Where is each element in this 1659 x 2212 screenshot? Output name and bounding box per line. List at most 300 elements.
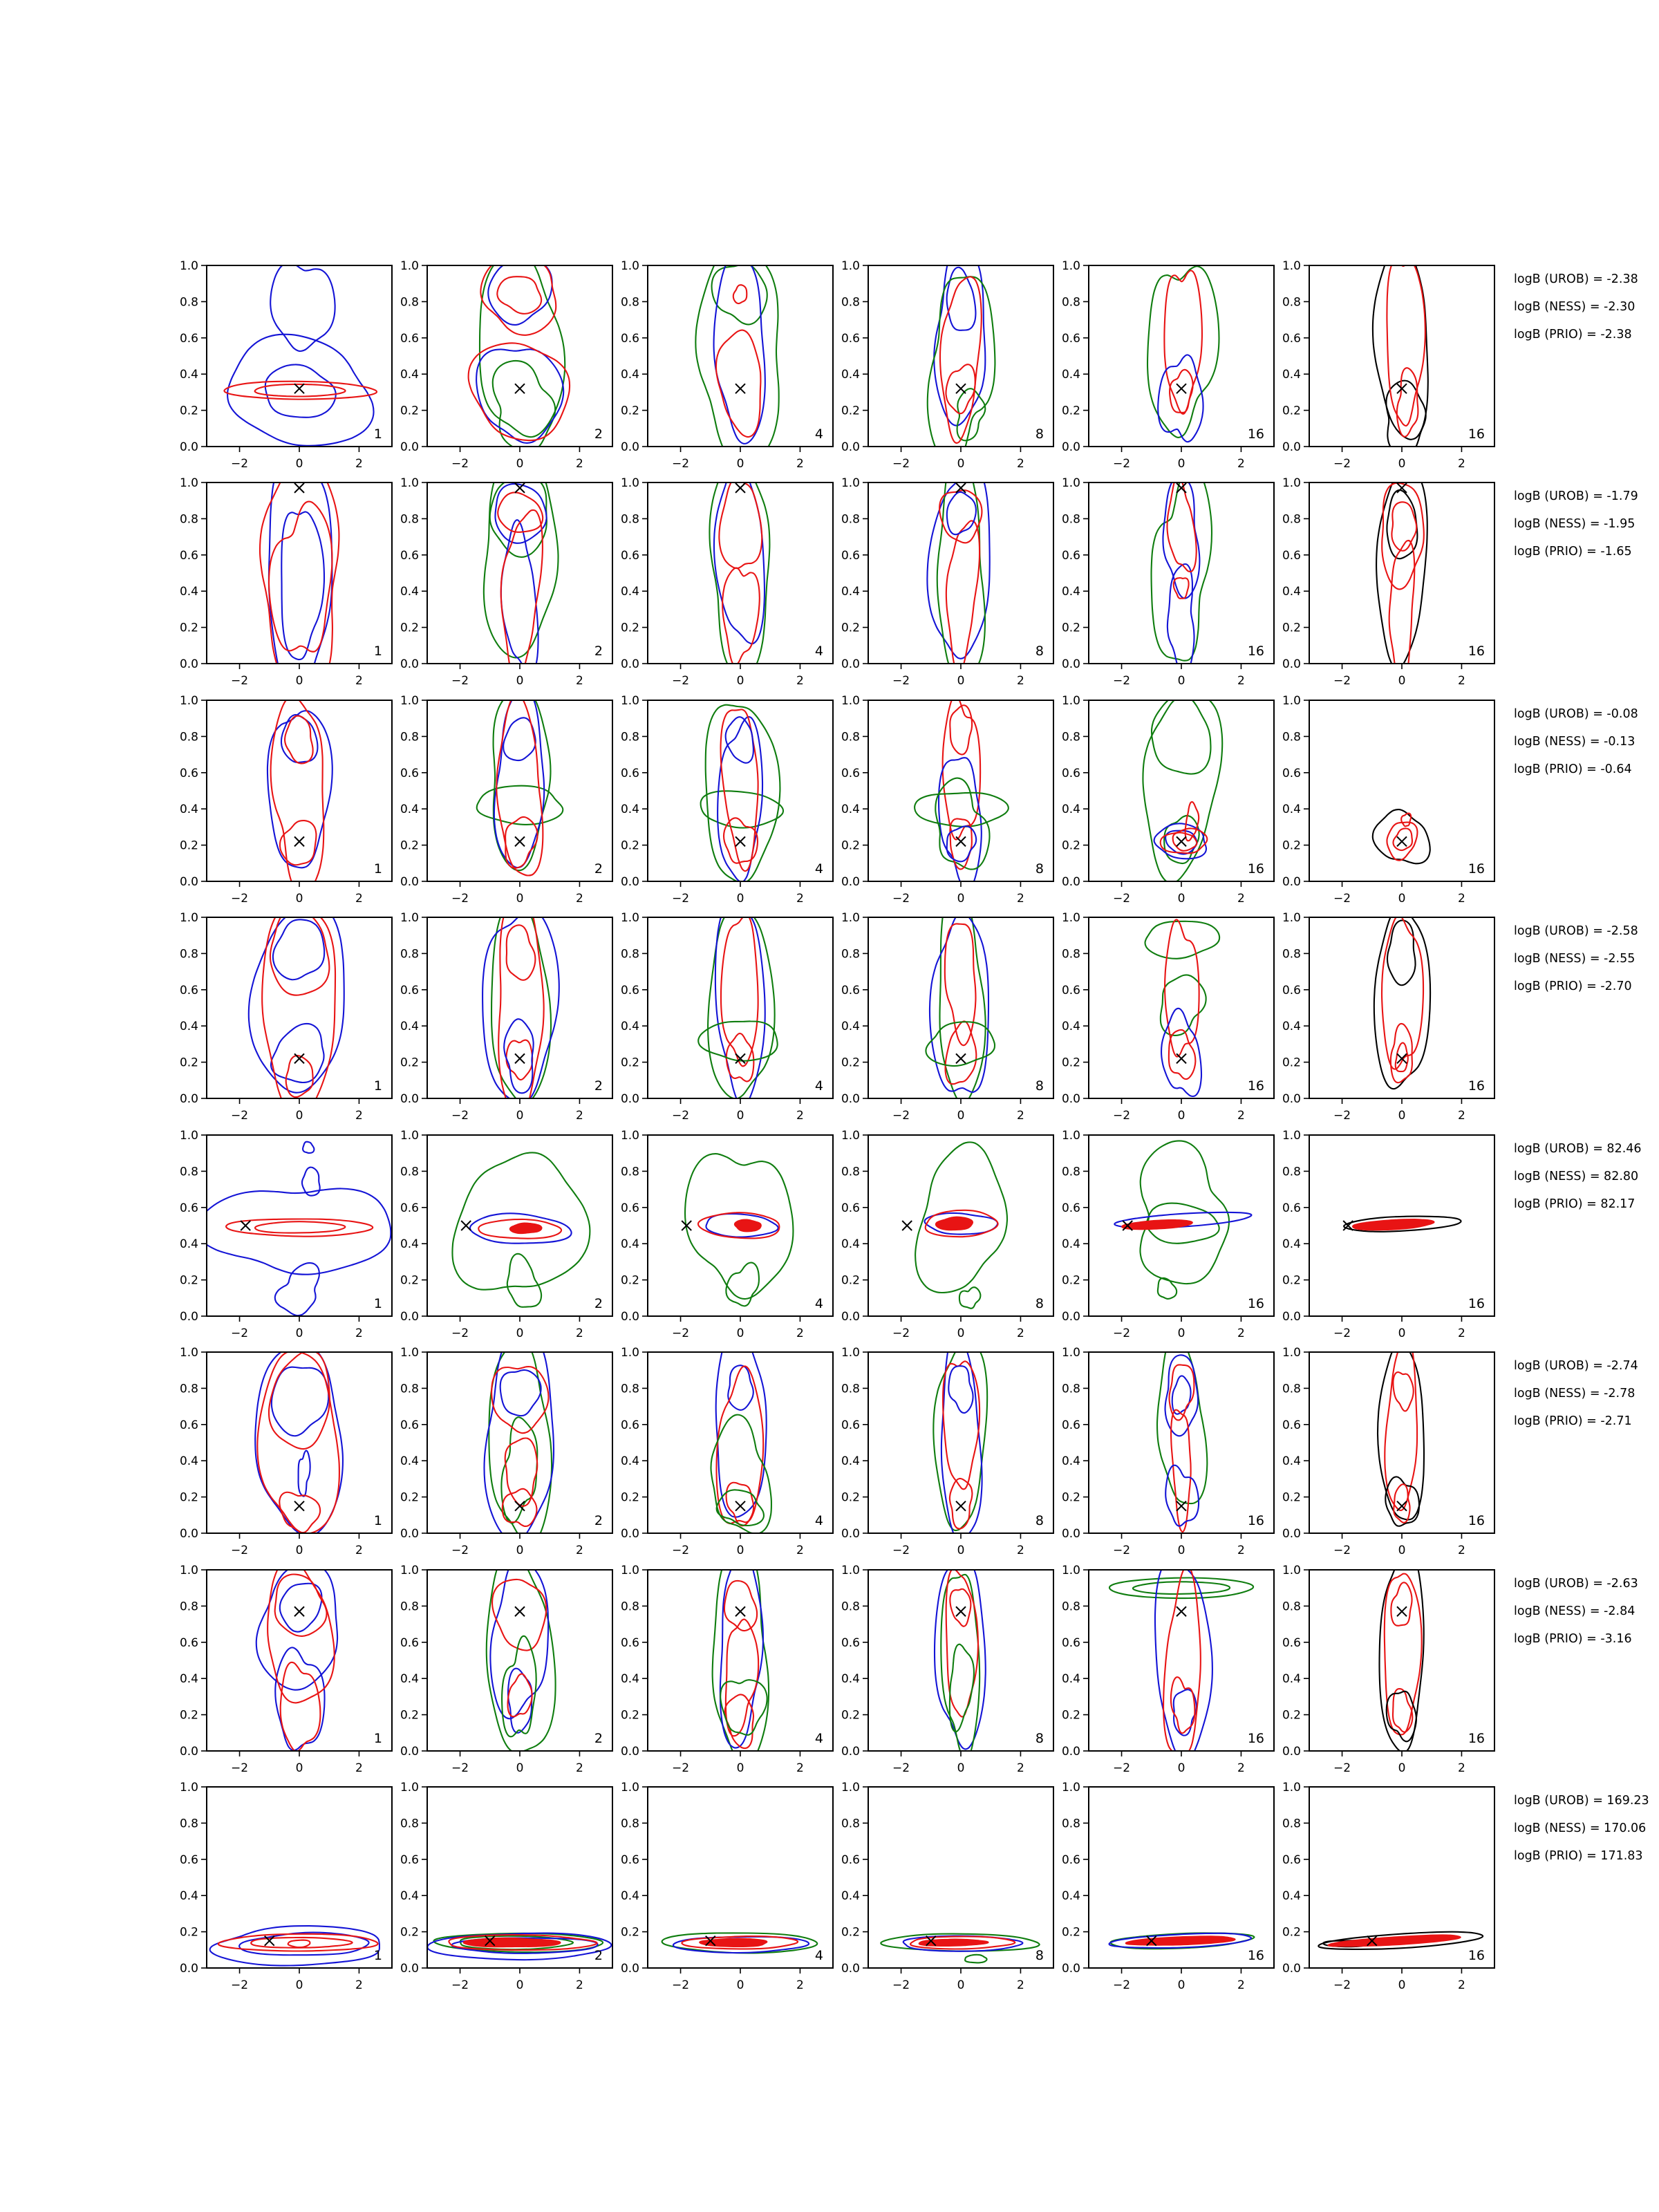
y-tick-label: 0.0: [620, 1962, 639, 1976]
axes-spines: [648, 265, 833, 447]
panel-corner-label: 1: [373, 1296, 382, 1311]
contour-G: [1143, 695, 1222, 883]
y-tick-label: 0.6: [179, 331, 198, 346]
y-tick-label: 0.8: [620, 947, 639, 962]
truth-marker: [1177, 384, 1186, 393]
y-tick-label: 0.4: [620, 1454, 639, 1469]
axes-spines: [1309, 1570, 1494, 1751]
panel-r4c3: [621, 903, 833, 1123]
contour-layer: [224, 263, 377, 446]
y-tick-label: 0.8: [1061, 730, 1080, 744]
y-tick-label: 1.0: [1282, 1781, 1301, 1794]
panel-r3c2: [400, 688, 612, 906]
y-tick-label: 0.8: [179, 512, 198, 527]
y-tick-label: 0.6: [400, 1853, 419, 1867]
x-tick-label: 2: [1017, 892, 1024, 906]
x-tick-label: 2: [1017, 457, 1024, 471]
contour-G: [915, 793, 1009, 827]
y-tick-label: 1.0: [400, 1564, 419, 1577]
y-tick-label: 0.2: [841, 1925, 860, 1940]
contour-R: [269, 502, 332, 652]
contour-B: [1165, 1465, 1199, 1526]
y-tick-label: 0.6: [620, 1853, 639, 1867]
panel-r2c5: [1062, 464, 1274, 688]
panel-corner-label: 4: [814, 1513, 823, 1528]
panel-r7c1: [180, 1559, 392, 1775]
y-tick-label: 1.0: [1282, 694, 1301, 708]
y-tick-label: 0.8: [1282, 1382, 1301, 1396]
x-tick-label: 2: [576, 1978, 583, 1992]
contour-R: [1382, 916, 1423, 1069]
x-tick-label: 0: [516, 1978, 524, 1992]
y-tick-label: 1.0: [1061, 911, 1080, 925]
y-tick-label: 0.4: [179, 1020, 198, 1034]
contour-R: [721, 915, 758, 1066]
y-tick-label: 0.6: [1282, 1201, 1301, 1215]
y-tick-label: 0.4: [1061, 368, 1080, 382]
y-tick-label: 0.6: [179, 1853, 198, 1867]
contour-layer: [685, 1154, 793, 1306]
logb-annotation-line: logB (UROB) = 82.46: [1514, 1142, 1642, 1156]
y-tick-label: 0.0: [620, 1745, 639, 1759]
y-tick-label: 0.2: [620, 838, 639, 853]
y-tick-label: 0.4: [1282, 1020, 1301, 1034]
truth-marker: [241, 1221, 250, 1230]
contour-R: [946, 1569, 978, 1717]
contour-G: [1145, 921, 1220, 959]
x-tick-label: 2: [576, 1327, 583, 1340]
axes-spines: [868, 265, 1053, 447]
contour-layer: [485, 1329, 554, 1545]
y-tick-label: 0.0: [179, 1092, 198, 1106]
y-tick-label: 0.6: [179, 1201, 198, 1215]
x-tick-label: 2: [796, 1327, 804, 1340]
y-tick-label: 1.0: [179, 259, 198, 273]
x-tick-label: −2: [1333, 892, 1351, 906]
y-tick-label: 0.4: [400, 803, 419, 817]
y-tick-label: 0.0: [1061, 1745, 1080, 1759]
panel-corner-label: 8: [1035, 1513, 1044, 1528]
truth-marker: [956, 836, 966, 846]
x-tick-label: −2: [231, 1109, 249, 1123]
logb-annotation-line: logB (UROB) = -2.38: [1514, 272, 1638, 286]
y-tick-label: 1.0: [1061, 1129, 1080, 1143]
y-tick-label: 0.6: [1282, 766, 1301, 780]
y-tick-label: 1.0: [620, 259, 639, 273]
contour-B: [718, 717, 762, 882]
y-tick-label: 0.4: [1061, 1454, 1080, 1469]
x-tick-label: 2: [355, 674, 363, 688]
panel-corner-label: 2: [594, 1296, 603, 1311]
panel-r8c4: [841, 1781, 1053, 1992]
panel-corner-label: 2: [594, 1513, 603, 1528]
panel-r4c4: [841, 888, 1053, 1123]
x-tick-label: 2: [1458, 1978, 1465, 1992]
y-tick-label: 0.8: [179, 295, 198, 310]
panel-r5c4: [841, 1129, 1053, 1340]
y-tick-label: 0.8: [179, 730, 198, 744]
contour-G: [493, 361, 555, 452]
y-tick-label: 0.4: [179, 368, 198, 382]
y-tick-label: 0.4: [400, 1237, 419, 1252]
y-tick-label: 0.8: [1061, 1165, 1080, 1179]
y-tick-label: 0.6: [620, 331, 639, 346]
axes-spines: [207, 700, 392, 881]
x-tick-label: −2: [892, 892, 910, 906]
axes-spines: [868, 482, 1053, 664]
panel-corner-label: 1: [373, 1513, 382, 1528]
y-tick-label: 0.8: [1061, 947, 1080, 962]
x-tick-label: 2: [1017, 1761, 1024, 1775]
y-tick-label: 1.0: [1061, 476, 1080, 490]
contour-G: [452, 1152, 590, 1289]
panel-r5c1: [180, 1129, 392, 1340]
y-tick-label: 0.8: [1061, 295, 1080, 310]
y-tick-label: 0.4: [620, 1020, 639, 1034]
contour-layer: [1143, 695, 1222, 883]
y-tick-label: 1.0: [400, 694, 419, 708]
contour-R: [285, 716, 313, 764]
contour-B: [495, 484, 546, 543]
y-tick-label: 0.2: [841, 838, 860, 853]
panel-r1c5: [1062, 259, 1274, 471]
y-tick-label: 0.2: [1061, 1708, 1080, 1723]
y-tick-label: 0.0: [1282, 1310, 1301, 1324]
x-tick-label: −2: [892, 457, 910, 471]
y-tick-label: 0.4: [620, 1889, 639, 1904]
logb-annotation-line: logB (UROB) = 169.23: [1514, 1794, 1649, 1808]
panel-r5c5: [1062, 1129, 1274, 1340]
y-tick-label: 0.0: [400, 1962, 419, 1976]
x-tick-label: 2: [1017, 1327, 1024, 1340]
contour-R: [716, 330, 760, 438]
contour-R: [722, 568, 760, 666]
x-tick-label: −2: [451, 457, 469, 471]
contour-G: [1109, 1578, 1253, 1599]
axes-spines: [427, 700, 612, 881]
x-tick-label: 0: [1398, 457, 1406, 471]
y-tick-label: 0.2: [1282, 621, 1301, 635]
contour-G: [695, 245, 778, 466]
x-tick-label: 2: [1458, 892, 1465, 906]
contour-layer: [487, 1548, 556, 1753]
panel-r7c4: [841, 1561, 1053, 1775]
y-tick-label: 0.2: [620, 1056, 639, 1070]
y-tick-label: 0.8: [400, 295, 419, 310]
y-tick-label: 0.8: [179, 1165, 198, 1179]
y-tick-label: 0.2: [620, 1708, 639, 1723]
y-tick-label: 0.0: [841, 1310, 860, 1324]
y-tick-label: 0.8: [841, 947, 860, 962]
y-tick-label: 0.4: [841, 1454, 860, 1469]
y-tick-label: 0.4: [179, 1672, 198, 1687]
contour-R: [950, 1589, 971, 1627]
y-tick-label: 0.6: [841, 331, 860, 346]
panel-corner-label: 2: [594, 1731, 603, 1746]
x-tick-label: −2: [1113, 674, 1131, 688]
y-tick-label: 1.0: [620, 1564, 639, 1577]
panel-corner-label: 16: [1247, 1078, 1264, 1094]
y-tick-label: 0.8: [1282, 1165, 1301, 1179]
panel-corner-label: 16: [1468, 644, 1485, 659]
contour-layer: [1109, 1933, 1255, 1949]
contour-R: [251, 1938, 353, 1948]
y-tick-label: 1.0: [841, 259, 860, 273]
truth-marker: [515, 1053, 525, 1063]
axes-spines: [207, 482, 392, 664]
x-tick-label: 0: [736, 1109, 744, 1123]
y-tick-label: 0.4: [841, 1020, 860, 1034]
contour-layer: [1114, 1141, 1251, 1298]
x-tick-label: 2: [1017, 1544, 1024, 1557]
x-tick-label: 2: [1017, 1109, 1024, 1123]
x-tick-label: 0: [295, 1761, 303, 1775]
y-tick-label: 0.0: [841, 1962, 860, 1976]
x-tick-label: 0: [1398, 1978, 1406, 1992]
x-tick-label: −2: [1333, 1978, 1351, 1992]
y-tick-label: 0.4: [400, 1454, 419, 1469]
y-tick-label: 0.2: [179, 621, 198, 635]
truth-marker: [294, 384, 304, 393]
panel-corner-label: 2: [594, 1078, 603, 1094]
y-tick-label: 0.0: [841, 1092, 860, 1106]
x-tick-label: −2: [892, 1978, 910, 1992]
x-tick-label: 2: [1237, 1109, 1245, 1123]
y-tick-label: 0.0: [400, 875, 419, 889]
contour-layer: [935, 1561, 986, 1760]
panel-corner-label: 16: [1247, 427, 1264, 442]
y-tick-label: 0.0: [620, 1310, 639, 1324]
y-tick-label: 0.8: [400, 947, 419, 962]
y-tick-label: 1.0: [1061, 1346, 1080, 1360]
contour-R: [1170, 370, 1193, 413]
contour-B: [271, 1024, 324, 1082]
truth-marker: [515, 1606, 525, 1616]
x-tick-label: 0: [295, 457, 303, 471]
x-tick-label: 2: [1458, 1544, 1465, 1557]
y-tick-label: 1.0: [620, 1781, 639, 1794]
logb-annotation-line: logB (PRIO) = -3.16: [1514, 1632, 1632, 1646]
contour-R: [255, 384, 346, 397]
x-tick-label: −2: [892, 1327, 910, 1340]
truth-marker: [294, 1606, 304, 1616]
x-tick-label: −2: [672, 1109, 690, 1123]
panel-r7c6: [1282, 1547, 1494, 1775]
panel-corner-label: 8: [1035, 644, 1044, 659]
y-tick-label: 1.0: [841, 694, 860, 708]
x-tick-label: 0: [1398, 1761, 1406, 1775]
y-tick-label: 0.0: [841, 1527, 860, 1541]
x-tick-label: −2: [1113, 1544, 1131, 1557]
truth-marker: [1397, 384, 1407, 393]
panel-r2c2: [400, 453, 612, 688]
panel-corner-label: 2: [594, 644, 603, 659]
panel-r4c1: [180, 903, 392, 1123]
y-tick-label: 0.4: [1282, 368, 1301, 382]
panel-r4c6: [1282, 906, 1494, 1123]
x-tick-label: −2: [1113, 1327, 1131, 1340]
y-tick-label: 0.6: [620, 983, 639, 997]
y-tick-label: 1.0: [400, 1346, 419, 1360]
y-tick-label: 1.0: [1282, 1129, 1301, 1143]
x-tick-label: 0: [736, 1978, 744, 1992]
x-tick-label: 0: [295, 674, 303, 688]
x-tick-label: −2: [672, 457, 690, 471]
panel-corner-label: 4: [814, 1296, 823, 1311]
logb-annotation-line: logB (UROB) = -0.08: [1514, 707, 1638, 721]
y-tick-label: 0.0: [1282, 1092, 1301, 1106]
panel-r6c2: [400, 1329, 612, 1557]
x-tick-label: 0: [295, 1978, 303, 1992]
y-tick-label: 0.4: [841, 585, 860, 599]
panel-corner-label: 4: [814, 1731, 823, 1746]
contour-B: [281, 512, 324, 659]
y-tick-label: 0.6: [841, 1201, 860, 1215]
y-tick-label: 0.0: [1061, 1962, 1080, 1976]
contour-G: [937, 450, 985, 678]
y-tick-label: 0.0: [1061, 440, 1080, 454]
y-tick-label: 0.6: [179, 1418, 198, 1432]
y-tick-label: 0.8: [400, 1382, 419, 1396]
y-tick-label: 0.6: [400, 1201, 419, 1215]
panel-r7c3: [621, 1546, 833, 1775]
contour-layer: [1374, 906, 1430, 1089]
y-tick-label: 0.0: [1282, 1745, 1301, 1759]
contour-B: [500, 1370, 541, 1416]
panel-corner-label: 2: [594, 1948, 603, 1963]
x-tick-label: −2: [1333, 1761, 1351, 1775]
y-tick-label: 0.6: [620, 548, 639, 563]
truth-marker: [294, 1053, 304, 1063]
y-tick-label: 0.6: [1061, 548, 1080, 563]
y-tick-label: 0.2: [179, 1273, 198, 1288]
panel-r3c6: [1282, 694, 1494, 906]
y-tick-label: 0.8: [1282, 1600, 1301, 1614]
truth-marker: [956, 1501, 966, 1511]
y-tick-label: 0.0: [841, 657, 860, 671]
x-tick-label: 0: [957, 457, 965, 471]
axes-spines: [207, 1135, 392, 1316]
y-tick-label: 0.4: [841, 1237, 860, 1252]
y-tick-label: 0.0: [1282, 1962, 1301, 1976]
panel-corner-label: 16: [1468, 861, 1485, 877]
y-tick-label: 0.4: [841, 1889, 860, 1904]
y-tick-label: 0.8: [179, 1817, 198, 1831]
contour-layer: [1379, 1547, 1423, 1752]
logb-annotation-line: logB (PRIO) = -2.70: [1514, 980, 1632, 993]
truth-marker: [1177, 836, 1186, 846]
y-tick-label: 0.2: [179, 404, 198, 418]
x-tick-label: −2: [451, 674, 469, 688]
x-tick-label: 2: [796, 892, 804, 906]
y-tick-label: 0.0: [400, 1310, 419, 1324]
panel-r1c3: [621, 245, 833, 471]
y-tick-label: 0.2: [841, 404, 860, 418]
x-tick-label: 0: [516, 1761, 524, 1775]
y-tick-label: 0.0: [1061, 875, 1080, 889]
contour-R: [510, 1224, 542, 1234]
axes-spines: [1309, 482, 1494, 664]
axes-spines: [648, 917, 833, 1098]
axes-spines: [868, 700, 1053, 881]
panel-corner-label: 4: [814, 644, 823, 659]
y-tick-label: 0.0: [400, 657, 419, 671]
y-tick-label: 0.4: [1282, 803, 1301, 817]
x-tick-label: 0: [516, 1544, 524, 1557]
contour-layer: [477, 688, 563, 876]
y-tick-label: 0.2: [179, 1708, 198, 1723]
y-tick-label: 0.6: [179, 1635, 198, 1650]
y-tick-label: 0.2: [1061, 1490, 1080, 1505]
y-tick-label: 0.4: [841, 1672, 860, 1687]
axes-spines: [207, 917, 392, 1098]
contour-R: [943, 695, 981, 839]
y-tick-label: 0.4: [400, 1889, 419, 1904]
x-tick-label: 0: [1177, 457, 1185, 471]
panel-corner-label: 4: [814, 1948, 823, 1963]
contour-layer: [197, 1142, 391, 1315]
panel-corner-label: 1: [373, 1078, 382, 1094]
y-tick-label: 0.6: [1282, 983, 1301, 997]
y-tick-label: 0.0: [179, 1310, 198, 1324]
y-tick-label: 0.6: [1282, 548, 1301, 563]
truth-marker: [515, 836, 525, 846]
contour-R: [1387, 261, 1425, 426]
y-tick-label: 0.8: [620, 1817, 639, 1831]
panel-corner-label: 16: [1247, 1513, 1264, 1528]
contour-G: [957, 388, 986, 440]
contour-R: [945, 924, 976, 1045]
x-tick-label: −2: [892, 1109, 910, 1123]
y-tick-label: 0.2: [1282, 404, 1301, 418]
y-tick-label: 1.0: [179, 476, 198, 490]
x-tick-label: −2: [672, 1978, 690, 1992]
y-tick-label: 0.8: [1061, 512, 1080, 527]
y-tick-label: 0.8: [400, 1817, 419, 1831]
y-tick-label: 0.8: [1061, 1600, 1080, 1614]
contour-R: [1394, 1484, 1409, 1523]
y-tick-label: 1.0: [1282, 259, 1301, 273]
y-tick-label: 0.0: [1061, 1092, 1080, 1106]
x-tick-label: −2: [451, 1109, 469, 1123]
contour-R: [492, 1580, 546, 1651]
y-tick-label: 0.8: [400, 512, 419, 527]
y-tick-label: 1.0: [1061, 259, 1080, 273]
panel-corner-label: 1: [373, 1731, 382, 1746]
contour-R: [719, 479, 762, 568]
y-tick-label: 0.6: [620, 1418, 639, 1432]
x-tick-label: 2: [1458, 1761, 1465, 1775]
y-tick-label: 0.2: [1282, 1056, 1301, 1070]
y-tick-label: 0.2: [841, 621, 860, 635]
contour-R: [480, 258, 556, 335]
contour-G: [726, 1263, 759, 1306]
logb-annotation-line: logB (NESS) = -2.55: [1514, 952, 1635, 966]
panel-corner-label: 2: [594, 427, 603, 442]
contour-B: [273, 919, 324, 980]
y-tick-label: 0.2: [179, 1925, 198, 1940]
x-tick-label: −2: [451, 1544, 469, 1557]
contour-R: [936, 1217, 973, 1230]
y-tick-label: 0.8: [1061, 1382, 1080, 1396]
y-tick-label: 0.4: [400, 1020, 419, 1034]
y-tick-label: 0.2: [620, 404, 639, 418]
y-tick-label: 1.0: [400, 259, 419, 273]
panel-r8c2: [400, 1781, 612, 1992]
y-tick-label: 0.4: [400, 368, 419, 382]
panel-corner-label: 16: [1468, 1948, 1485, 1963]
y-tick-label: 0.2: [620, 1273, 639, 1288]
